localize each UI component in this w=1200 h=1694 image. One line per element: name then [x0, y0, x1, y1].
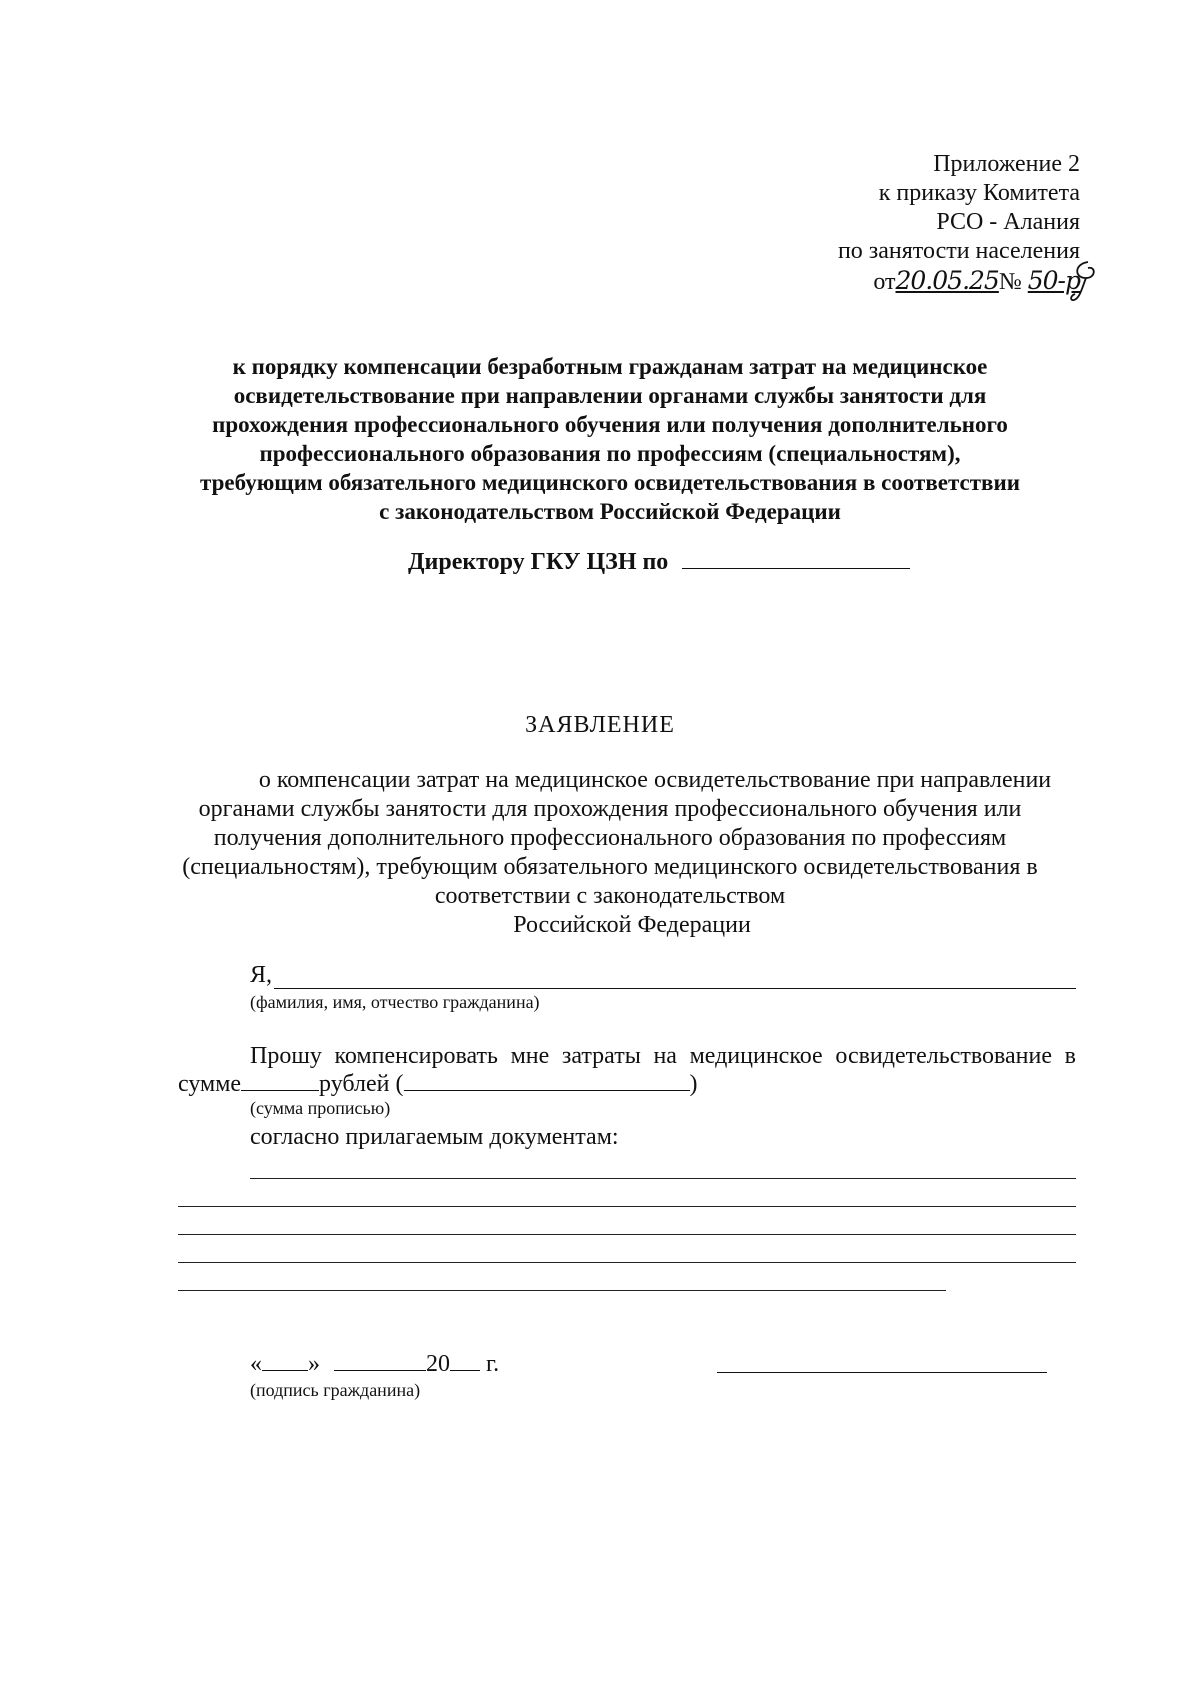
procedure-heading-line: профессионального образования по профессиям (специальностям), — [259, 441, 961, 466]
subject-line: (специальностям), требующим обязательного медицинского освидетельствования в — [182, 854, 1038, 880]
month-blank-field[interactable] — [334, 1350, 426, 1371]
procedure-heading-line: с законодательством Российской Федерации — [379, 499, 841, 524]
request-word: компенсировать — [334, 1043, 498, 1069]
appendix-order-line — [760, 266, 1080, 297]
documents-label: согласно прилагаемым документам: — [250, 1124, 619, 1150]
year-suffix: г. — [486, 1351, 500, 1377]
quote-open: « — [250, 1351, 262, 1377]
subject-line: органами службы занятости для прохождения профессионального обучения или — [198, 796, 1022, 822]
close-paren: ) — [689, 1071, 698, 1097]
request-word: Прошу — [250, 1043, 322, 1069]
order-number-prefix: № — [998, 269, 1022, 295]
procedure-heading-line: освидетельствование при направлении органами службы занятости для — [233, 383, 987, 408]
year-prefix: 20 — [426, 1351, 450, 1377]
fio-blank-field[interactable] — [274, 968, 1076, 989]
date-line — [250, 1350, 499, 1378]
subject-line: получения дополнительного профессионального образования по профессиям — [213, 825, 1007, 851]
procedure-heading-line: требующим обязательного медицинского освидетельствования в соответствии — [200, 470, 1020, 495]
appendix-order-ref: к приказу Комитета — [878, 180, 1080, 206]
signature-blank-field[interactable] — [717, 1372, 1047, 1373]
addressee-line — [408, 546, 910, 576]
year-blank-field[interactable] — [450, 1350, 480, 1371]
request-word: освидетельствование — [835, 1043, 1053, 1069]
fio-hint: (фамилия, имя, отчество гражданина) — [250, 992, 540, 1012]
documents-blank-line[interactable] — [250, 1178, 1076, 1179]
signature-hint: (подпись гражданина) — [250, 1380, 421, 1400]
rubles-label: рублей ( — [319, 1071, 404, 1097]
day-blank-field[interactable] — [262, 1350, 308, 1371]
request-word: медицинское — [689, 1043, 823, 1069]
addressee-blank-field[interactable] — [682, 546, 910, 569]
documents-blank-line[interactable] — [178, 1290, 946, 1291]
sum-hint: (сумма прописью) — [250, 1098, 391, 1118]
subject-line: соответствии с законодательством — [434, 883, 786, 909]
sum-line — [178, 1070, 698, 1098]
order-number-handwritten: 50-р — [1027, 266, 1080, 295]
addressee-label: Директору ГКУ ЦЗН по — [408, 549, 669, 575]
sum-label: сумме — [178, 1071, 242, 1097]
order-date-handwritten: 20.05.25 — [895, 266, 999, 295]
request-word: мне — [510, 1043, 550, 1069]
appendix-region: РСО - Алания — [936, 209, 1080, 235]
documents-blank-line[interactable] — [178, 1234, 1076, 1235]
documents-blank-line[interactable] — [178, 1262, 1076, 1263]
application-subject — [150, 766, 1070, 940]
sum-amount-blank-field[interactable] — [241, 1070, 319, 1091]
sum-in-words-blank-field[interactable] — [404, 1070, 690, 1091]
document-title: ЗАЯВЛЕНИЕ — [525, 712, 675, 738]
request-word: на — [653, 1043, 677, 1069]
procedure-heading — [150, 352, 1070, 526]
subject-line: Российской Федерации — [513, 912, 751, 938]
fio-label: Я, — [250, 962, 273, 988]
handwritten-flourish-icon — [1066, 258, 1100, 304]
request-word: в — [1064, 1043, 1076, 1069]
fio-line — [250, 962, 1076, 989]
documents-blank-line[interactable] — [178, 1206, 1076, 1207]
appendix-committee: по занятости населения — [837, 238, 1080, 264]
order-date-prefix: от — [873, 269, 896, 295]
subject-line: о компенсации затрат на медицинское освидетельствование при направлении — [258, 767, 1052, 793]
procedure-heading-line: к порядку компенсации безработным гражданам затрат на медицинское — [232, 354, 988, 379]
procedure-heading-line: прохождения профессионального обучения или получения дополнительного — [212, 412, 1008, 437]
quote-close: » — [308, 1351, 320, 1377]
request-word: затраты — [561, 1043, 641, 1069]
appendix-number: Приложение 2 — [933, 151, 1080, 177]
appendix-header — [760, 150, 1080, 297]
request-first-line — [250, 1043, 1076, 1070]
